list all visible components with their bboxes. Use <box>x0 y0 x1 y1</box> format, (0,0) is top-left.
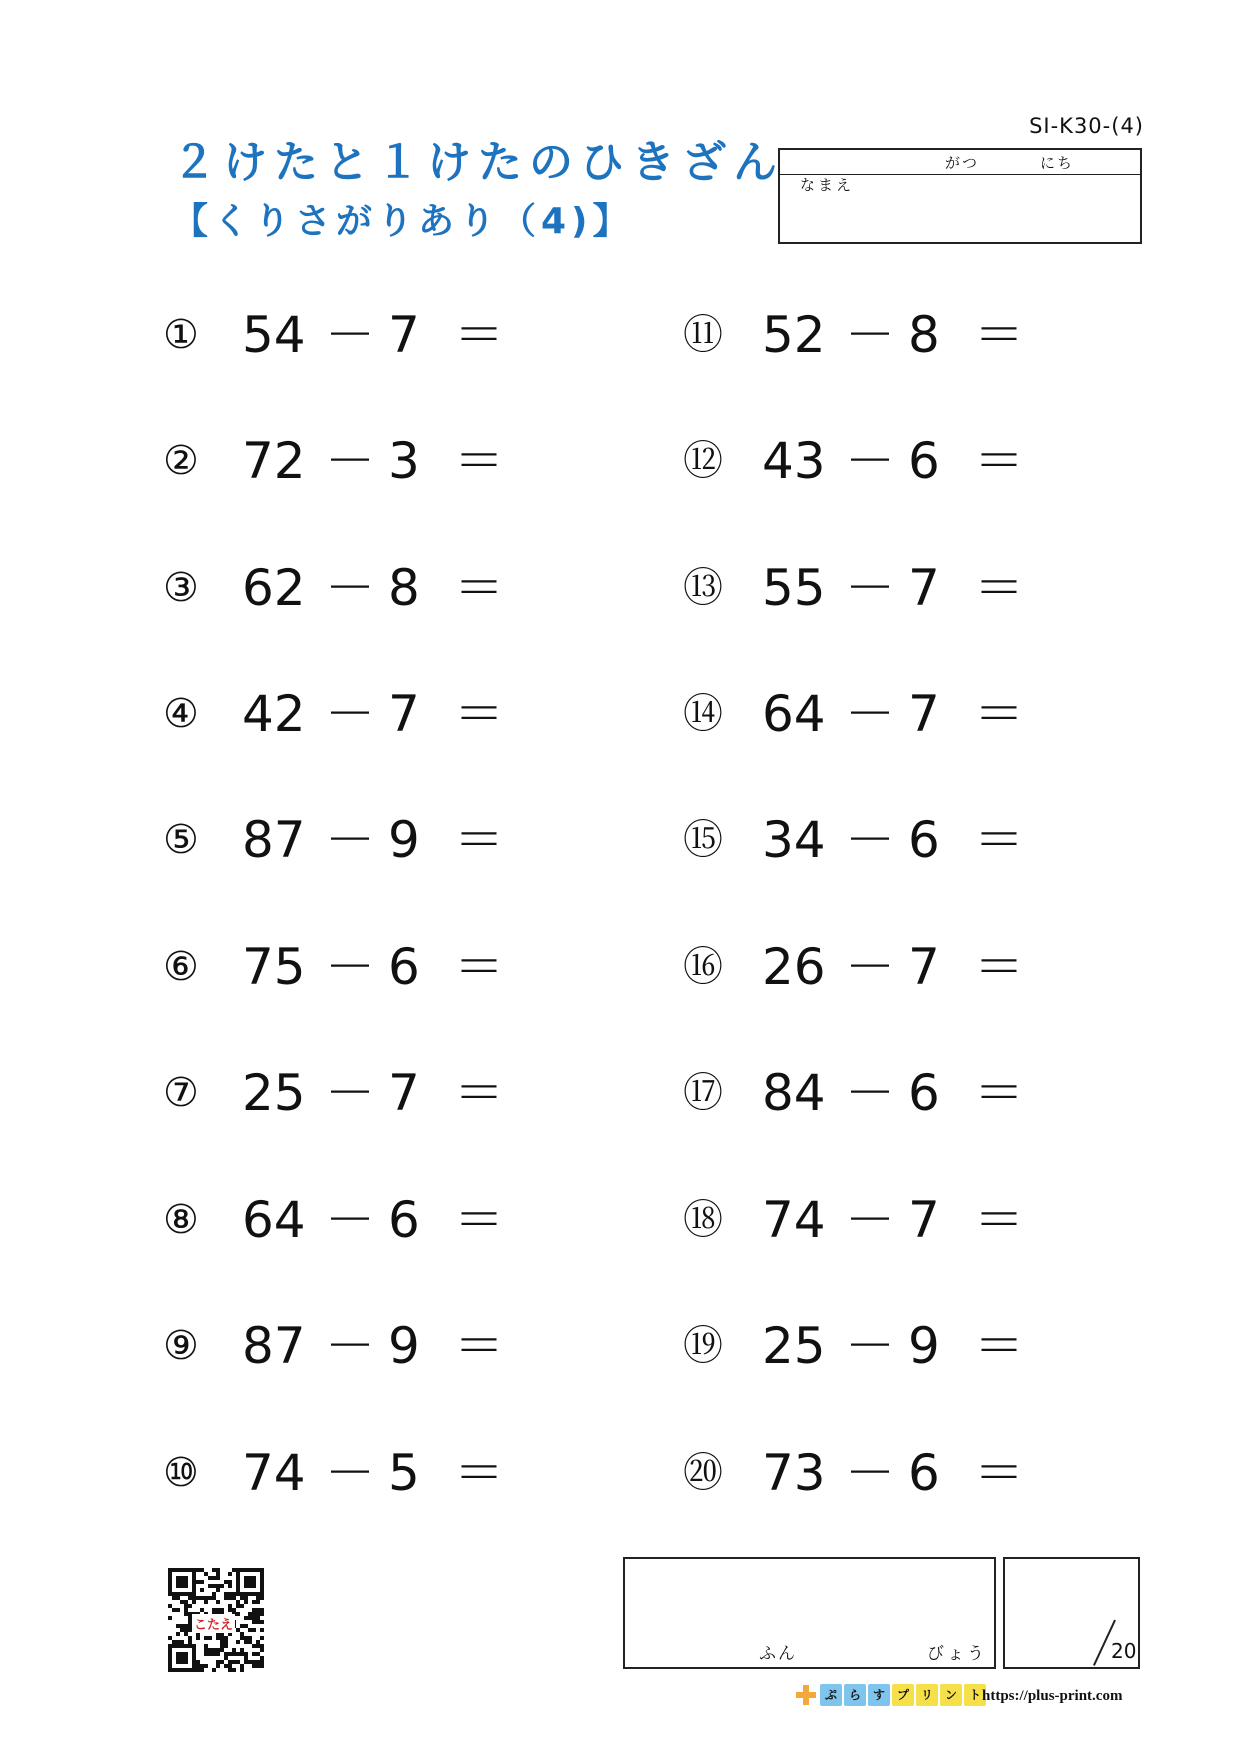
problem-subtrahend: 7 <box>908 685 940 743</box>
problem-equals: ＝ <box>974 559 1024 617</box>
problem-equals: ＝ <box>454 1317 504 1375</box>
problem-equals: ＝ <box>454 559 504 617</box>
problem-number: ⑳ <box>683 1450 723 1496</box>
logo-tile: リ <box>916 1684 938 1706</box>
problem-equals: ＝ <box>454 938 504 996</box>
problem-subtrahend: 6 <box>388 938 420 996</box>
problem-number: ⑪ <box>683 312 723 358</box>
problem-subtrahend: 7 <box>908 1191 940 1249</box>
problem-subtrahend: 7 <box>388 1064 420 1122</box>
problem-number: ⑲ <box>683 1323 723 1369</box>
problem-minuend: 87 <box>242 811 306 869</box>
problem-minuend: 64 <box>242 1191 306 1249</box>
problem-equals: ＝ <box>454 1191 504 1249</box>
problem-subtrahend: 6 <box>388 1191 420 1249</box>
problem-number: ⑮ <box>683 817 723 863</box>
problem-minuend: 74 <box>242 1444 306 1502</box>
problem-equals: ＝ <box>454 1444 504 1502</box>
site-url[interactable]: https://plus-print.com <box>982 1688 1123 1704</box>
problem-number: ⑥ <box>163 944 199 990</box>
problem-number: ⑱ <box>683 1197 723 1243</box>
problem-minuend: 72 <box>242 432 306 490</box>
problem-number: ⑫ <box>683 438 723 484</box>
problem-operator: － <box>325 1191 375 1249</box>
problem-operator: － <box>845 685 895 743</box>
logo-tile: ら <box>844 1684 866 1706</box>
problem-operator: － <box>325 432 375 490</box>
month-label: がつ <box>945 154 980 172</box>
problem-operator: － <box>845 1317 895 1375</box>
problem-minuend: 87 <box>242 1317 306 1375</box>
worksheet-subtitle: 【くりさがりあり（4)】 <box>172 201 634 242</box>
problem-subtrahend: 7 <box>388 306 420 364</box>
name-label: なまえ <box>800 176 855 194</box>
problem-equals: ＝ <box>454 811 504 869</box>
problem-minuend: 55 <box>762 559 826 617</box>
problem-subtrahend: 7 <box>908 559 940 617</box>
problem-equals: ＝ <box>974 306 1024 364</box>
problem-subtrahend: 9 <box>388 811 420 869</box>
problem-operator: － <box>325 1444 375 1502</box>
problem-operator: － <box>845 1064 895 1122</box>
problem-number: ⑧ <box>163 1197 199 1243</box>
problem-operator: － <box>845 938 895 996</box>
problem-operator: － <box>845 811 895 869</box>
problem-operator: － <box>325 1064 375 1122</box>
problem-operator: － <box>845 306 895 364</box>
problem-subtrahend: 6 <box>908 1064 940 1122</box>
problem-equals: ＝ <box>974 685 1024 743</box>
problem-subtrahend: 8 <box>388 559 420 617</box>
problem-operator: － <box>325 1317 375 1375</box>
problem-equals: ＝ <box>974 811 1024 869</box>
problem-minuend: 43 <box>762 432 826 490</box>
problem-minuend: 25 <box>762 1317 826 1375</box>
problem-subtrahend: 3 <box>388 432 420 490</box>
problem-number: ⑯ <box>683 944 723 990</box>
logo-tile: す <box>868 1684 890 1706</box>
problem-equals: ＝ <box>454 432 504 490</box>
problem-subtrahend: 8 <box>908 306 940 364</box>
problem-operator: － <box>845 559 895 617</box>
date-line <box>780 150 1140 175</box>
problem-operator: － <box>325 306 375 364</box>
problem-minuend: 84 <box>762 1064 826 1122</box>
problem-equals: ＝ <box>974 1444 1024 1502</box>
problem-equals: ＝ <box>974 1191 1024 1249</box>
problem-minuend: 54 <box>242 306 306 364</box>
problem-minuend: 75 <box>242 938 306 996</box>
qr-answer-label: こたえ <box>192 1614 235 1633</box>
problem-operator: － <box>845 1444 895 1502</box>
problem-equals: ＝ <box>974 432 1024 490</box>
problem-equals: ＝ <box>974 1064 1024 1122</box>
problem-number: ④ <box>163 691 199 737</box>
name-date-box[interactable] <box>778 148 1142 244</box>
problem-operator: － <box>325 559 375 617</box>
problem-subtrahend: 6 <box>908 1444 940 1502</box>
problem-number: ⑰ <box>683 1070 723 1116</box>
problem-equals: ＝ <box>974 1317 1024 1375</box>
problem-subtrahend: 9 <box>388 1317 420 1375</box>
score-total: 20 <box>1111 1639 1137 1663</box>
problem-number: ⑦ <box>163 1070 199 1116</box>
problem-number: ⑤ <box>163 817 199 863</box>
problem-operator: － <box>845 1191 895 1249</box>
problem-operator: － <box>325 938 375 996</box>
problem-minuend: 73 <box>762 1444 826 1502</box>
problem-subtrahend: 7 <box>388 685 420 743</box>
problem-equals: ＝ <box>454 306 504 364</box>
problem-subtrahend: 9 <box>908 1317 940 1375</box>
problem-equals: ＝ <box>454 1064 504 1122</box>
problem-minuend: 34 <box>762 811 826 869</box>
seconds-label: びょう <box>927 1644 987 1664</box>
qr-code[interactable] <box>168 1568 264 1672</box>
problem-minuend: 74 <box>762 1191 826 1249</box>
worksheet-title: ２けたと１けたのひきざん <box>172 137 784 188</box>
worksheet-code: SI-K30-(4) <box>1029 114 1144 138</box>
problem-minuend: 64 <box>762 685 826 743</box>
problem-subtrahend: 5 <box>388 1444 420 1502</box>
minutes-label: ふん <box>759 1644 797 1664</box>
problem-number: ③ <box>163 565 199 611</box>
problem-subtrahend: 7 <box>908 938 940 996</box>
problem-number: ⑭ <box>683 691 723 737</box>
problem-operator: － <box>325 685 375 743</box>
problem-minuend: 25 <box>242 1064 306 1122</box>
problem-number: ⑨ <box>163 1323 199 1369</box>
problem-minuend: 26 <box>762 938 826 996</box>
logo-tile: ぷ <box>820 1684 842 1706</box>
problem-number: ⑬ <box>683 565 723 611</box>
problem-number: ⑩ <box>163 1450 199 1496</box>
problem-equals: ＝ <box>974 938 1024 996</box>
time-box[interactable] <box>623 1557 996 1669</box>
plus-icon <box>796 1684 816 1706</box>
problem-operator: － <box>845 432 895 490</box>
problem-subtrahend: 6 <box>908 432 940 490</box>
logo-tile: プ <box>892 1684 914 1706</box>
logo-tile: ン <box>940 1684 962 1706</box>
day-label: にち <box>1040 154 1075 172</box>
logo-tile: ト <box>964 1684 986 1706</box>
problem-minuend: 52 <box>762 306 826 364</box>
problem-subtrahend: 6 <box>908 811 940 869</box>
problem-operator: － <box>325 811 375 869</box>
score-box[interactable] <box>1003 1557 1140 1669</box>
problem-number: ① <box>163 312 199 358</box>
problem-minuend: 42 <box>242 685 306 743</box>
problem-number: ② <box>163 438 199 484</box>
problem-equals: ＝ <box>454 685 504 743</box>
problem-minuend: 62 <box>242 559 306 617</box>
